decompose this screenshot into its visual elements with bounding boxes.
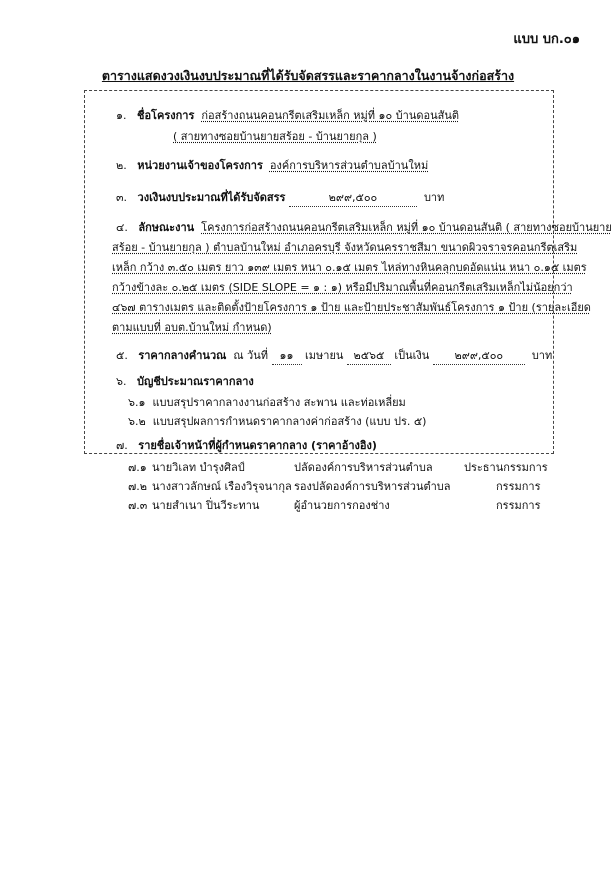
item-2-number: ๒. bbox=[116, 159, 127, 172]
project-route bbox=[173, 127, 377, 145]
item-6-label: บัญชีประมาณราคากลาง bbox=[136, 375, 254, 388]
item-6-number: ๖. bbox=[116, 375, 127, 388]
estimate-sub-1-number: ๖.๑ bbox=[128, 396, 146, 409]
member-1-name: นายวิเลท บำรุงศิลป์ bbox=[152, 461, 245, 474]
item-7-number: ๗. bbox=[116, 439, 128, 452]
item-1-label: ชื่อโครงการ bbox=[136, 109, 195, 122]
item-3-label: วงเงินงบประมาณที่ได้รับจัดสรร bbox=[137, 191, 286, 204]
price-unit: บาท bbox=[531, 349, 553, 362]
item-2-label: หน่วยงานเจ้าของโครงการ bbox=[137, 159, 263, 172]
item-4-work bbox=[116, 218, 612, 236]
estimate-sub-1 bbox=[128, 393, 406, 411]
work-line-2: สร้อย - บ้านยายกุล ) ตำบลบ้านใหม่ อำเภอครบุรี จังหวัดนครราชสีมา ขนาดผิวจราจรคอนกรีตเสริม bbox=[112, 241, 578, 254]
price-day: ๑๑ bbox=[279, 349, 294, 362]
document-title: ตารางแสดงวงเงินงบประมาณที่ได้รับจัดสรรและราคากลางในงานจ้างก่อสร้าง bbox=[101, 68, 515, 83]
price-year: ๒๕๖๕ bbox=[353, 349, 385, 362]
price-amount: ๒๙๙,๕๐๐ bbox=[454, 349, 504, 362]
budget-unit: บาท bbox=[423, 191, 445, 204]
member-3-position: ผู้อำนวยการกองช่าง bbox=[294, 499, 390, 512]
estimate-sub-2 bbox=[128, 412, 426, 430]
item-3-budget bbox=[116, 188, 444, 207]
member-2-position: รองปลัดองค์การบริหารส่วนตำบล bbox=[294, 480, 451, 493]
member-3-name: นายสำเนา ปิ่นวีระทาน bbox=[152, 499, 260, 512]
member-1-role: ประธานกรรมการ bbox=[464, 461, 548, 474]
work-line-1: โครงการก่อสร้างถนนคอนกรีตเสริมเหล็ก หมู่ที่ ๑๐ บ้านดอนสันติ ( สายทางซอยบ้านยาย bbox=[201, 221, 612, 234]
item-1-number: ๑. bbox=[116, 109, 127, 122]
item-7-committee bbox=[116, 436, 377, 454]
item-4-number: ๔. bbox=[116, 221, 128, 234]
work-line-5: ๔๖๗ ตารางเมตร และติดตั้งป้ายโครงการ ๑ ป้าย และป้ายประชาสัมพันธ์โครงการ ๑ ป้าย (รายละเอียด bbox=[112, 301, 591, 314]
project-name: ก่อสร้างถนนคอนกรีตเสริมเหล็ก หมู่ที่ ๑๐ บ้านดอนสันติ bbox=[201, 109, 459, 122]
member-2-role: กรรมการ bbox=[496, 480, 541, 493]
project-route-text: ( สายทางซอยบ้านยายสร้อย - บ้านยายกุล ) bbox=[173, 130, 377, 143]
estimate-sub-2-text: แบบสรุปผลการกำหนดราคากลางค่าก่อสร้าง (แบบ ปร. ๕) bbox=[152, 415, 427, 428]
estimate-sub-1-text: แบบสรุปราคากลางงานก่อสร้าง สะพาน และท่อเหลี่ยม bbox=[152, 396, 406, 409]
work-line-4: กว้างข้างละ ๐.๒๕ เมตร (SIDE SLOPE = ๑ : ๑) หรือมีปริมาณพื้นที่คอนกรีตเสริมเหล็กไม่น้อยกว่า bbox=[112, 281, 573, 294]
form-code: แบบ บก.๐๑ bbox=[513, 32, 580, 47]
item-5-label: ราคากลางคำนวณ bbox=[138, 349, 227, 362]
member-2-number: ๗.๒ bbox=[128, 480, 148, 493]
work-line-6: ตามแบบที่ อบต.บ้านใหม่ กำหนด) bbox=[112, 321, 272, 334]
price-month: เมษายน bbox=[305, 349, 344, 362]
agency-name: องค์การบริหารส่วนตำบลบ้านใหม่ bbox=[269, 159, 429, 172]
member-3-number: ๗.๓ bbox=[128, 499, 148, 512]
item-3-number: ๓. bbox=[116, 191, 128, 204]
item-5-reference-price bbox=[116, 346, 552, 365]
on-date-label: ณ วันที่ bbox=[233, 349, 268, 362]
member-1-position: ปลัดองค์การบริหารส่วนตำบล bbox=[294, 461, 433, 474]
item-2-agency bbox=[116, 156, 428, 174]
estimate-sub-2-number: ๖.๒ bbox=[128, 415, 146, 428]
budget-amount: ๒๙๙,๕๐๐ bbox=[328, 191, 378, 204]
item-4-label: ลักษณะงาน bbox=[138, 221, 195, 234]
member-2-name: นางสาวลักษณ์ เรืองวิรุจนากุล bbox=[152, 480, 292, 493]
item-1-project bbox=[116, 106, 459, 124]
item-7-label: รายชื่อเจ้าหน้าที่ผู้กำหนดราคากลาง (ราคาอ้างอิง) bbox=[138, 439, 377, 452]
member-3-role: กรรมการ bbox=[496, 499, 541, 512]
item-5-number: ๕. bbox=[116, 349, 128, 362]
item-6-estimate-list bbox=[116, 372, 254, 390]
work-line-3: เหล็ก กว้าง ๓.๕๐ เมตร ยาว ๑๓๙ เมตร หนา ๐.๑๕ เมตร ไหล่ทางหินคลุกบดอัดแน่น หนา ๐.๑๕ เมตร bbox=[112, 261, 587, 274]
amount-label: เป็นเงิน bbox=[394, 349, 430, 362]
member-1-number: ๗.๑ bbox=[128, 461, 147, 474]
